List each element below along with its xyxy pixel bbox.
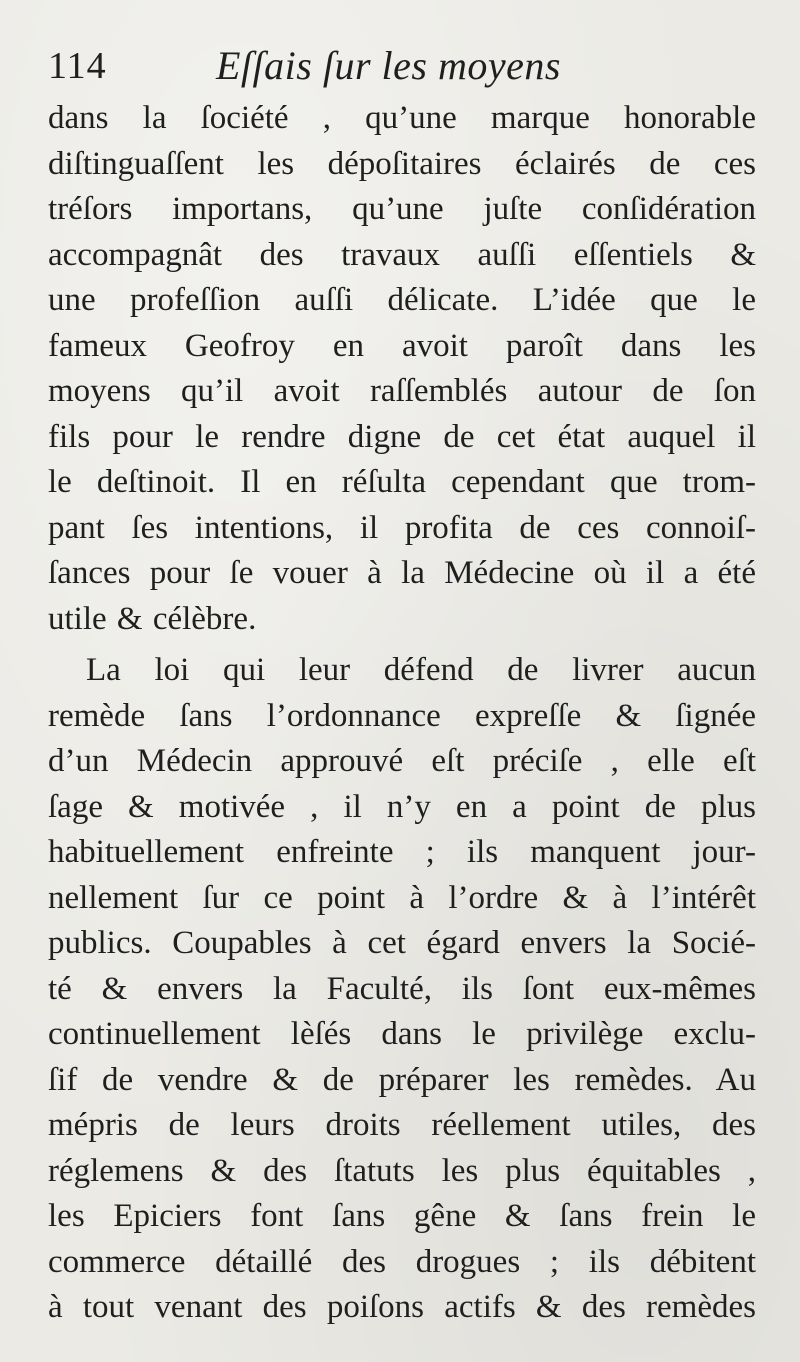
text-line: mépris de leurs droits réellement utiles, des — [48, 1107, 756, 1143]
text-line: publics. Coupables à cet égard envers la Socié- — [48, 925, 756, 961]
page-header — [48, 40, 768, 94]
text-line: pant ſes intentions, il profita de ces connoiſ- — [48, 509, 756, 546]
running-title: Eſſais ſur les moyens — [216, 43, 561, 88]
text-line: té & envers la Faculté, ils ſont eux-mêmes — [48, 970, 756, 1007]
text-line: commerce détaillé des drogues ; ils débitent — [48, 1243, 756, 1280]
text-line: moyens qu’il avoit raſſemblés autour de ſon — [48, 373, 756, 409]
text-line: une profeſſion auſſi délicate. L’idée que le — [48, 282, 756, 318]
text-line: ſances pour ſe vouer à la Médecine où il a été — [48, 555, 756, 591]
text-line: réglemens & des ſtatuts les plus équitables , — [48, 1152, 756, 1189]
text-line: à tout venant des poiſons actifs & des remèdes — [48, 1289, 756, 1325]
text-line: remède ſans l’ordonnance expreſſe & ſignée — [48, 697, 756, 734]
text-line: utile & célèbre. — [48, 600, 257, 637]
text-line: les Epiciers font ſans gêne & ſans frein le — [48, 1198, 756, 1234]
body-text — [48, 96, 756, 1331]
page-number: 114 — [48, 45, 107, 87]
paragraph — [48, 96, 756, 642]
paragraph — [48, 648, 756, 1331]
text-line: fils pour le rendre digne de cet état auquel il — [48, 418, 756, 455]
text-line: La loi qui leur défend de livrer aucun — [86, 652, 756, 688]
text-line: habituellement enfreinte ; ils manquent jour- — [48, 834, 756, 870]
text-line: accompagnât des travaux auſſi eſſentiels & — [48, 236, 756, 273]
text-line: diſtinguaſſent les dépoſitaires éclairés de ces — [48, 145, 756, 182]
text-line: d’un Médecin approuvé eſt préciſe , elle eſt — [48, 743, 756, 779]
text-line: ſif de vendre & de préparer les remèdes. Au — [48, 1061, 756, 1098]
text-line: dans la ſociété , qu’une marque honorable — [48, 100, 756, 136]
text-line: ſage & motivée , il n’y en a point de plus — [48, 788, 756, 825]
text-line: nellement ſur ce point à l’ordre & à l’intérêt — [48, 879, 756, 916]
text-line: tréſors importans, qu’une juſte conſidération — [48, 191, 756, 227]
text-line: le deſtinoit. Il en réſulta cependant que trom- — [48, 464, 756, 500]
text-line: fameux Geofroy en avoit paroît dans les — [48, 327, 756, 364]
text-line: continuellement lèſés dans le privilège exclu- — [48, 1016, 756, 1052]
